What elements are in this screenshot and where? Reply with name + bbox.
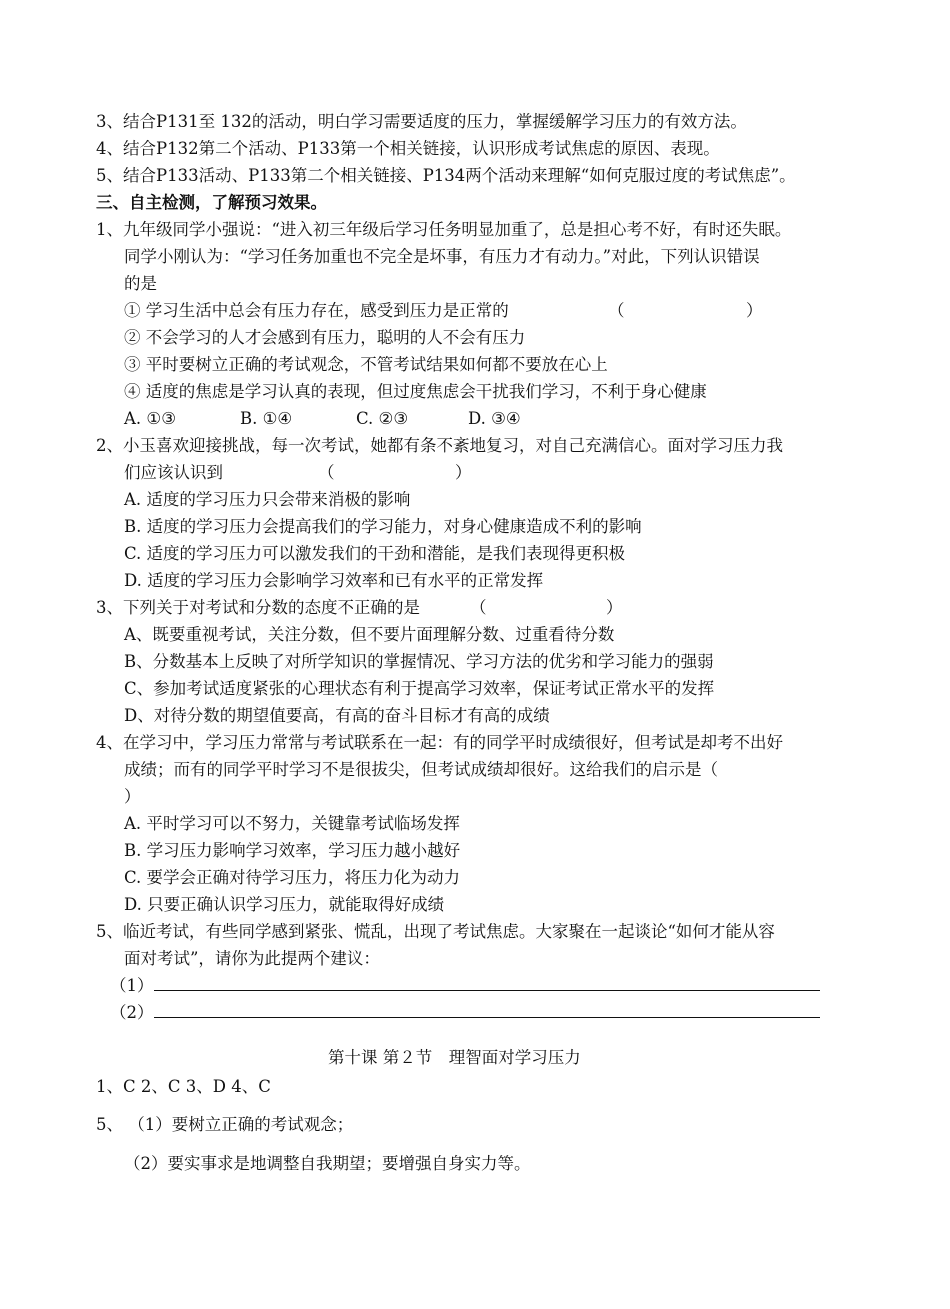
section-heading: 三、自主检测，了解预习效果。 (96, 193, 327, 212)
q4-option-c: C. 要学会正确对待学习压力，将压力化为动力 (124, 868, 461, 887)
q2-stem-line-2: 们应该认识到 (124, 463, 223, 482)
q5-blank-2[interactable] (110, 1003, 820, 1023)
q5-blank-1[interactable] (110, 976, 820, 996)
q1-statement-4: ④ 适度的焦虑是学习认真的表现，但过度焦虑会干扰我们学习，不利于身心健康 (124, 382, 707, 401)
q3-option-a: A、既要重视考试，关注分数，但不要片面理解分数、过重看待分数 (124, 625, 615, 644)
q1-stem-line-1: 1、九年级同学小强说：“进入初三年级后学习任务明显加重了，总是担心考不好，有时还失眠。 (96, 220, 792, 239)
intro-item-5: 5、结合P133活动、P133第二个相关链接、P134两个活动来理解“如何克服过度的考试焦虑”。 (96, 166, 796, 185)
answer-title: 第十课 第２节 理智面对学习压力 (328, 1048, 581, 1067)
q2-option-c: C. 适度的学习压力可以激发我们的干劲和潜能，是我们表现得更积极 (124, 544, 626, 563)
q2-option-b: B. 适度的学习压力会提高我们的学习能力，对身心健康造成不利的影响 (124, 517, 642, 536)
q5-blank-1-label: （1） (110, 976, 154, 995)
q4-option-a: A. 平时学习可以不努力，关键靠考试临场发挥 (124, 814, 460, 833)
q1-option-d: D. ③④ (468, 409, 521, 428)
q1-option-a: A. ①③ (124, 409, 176, 428)
q5-blank-2-label: （2） (110, 1003, 154, 1022)
q1-answer-paren-close: ） (746, 301, 763, 320)
q4-option-b: B. 学习压力影响学习效率，学习压力越小越好 (124, 841, 461, 860)
q4-stem-line-3: ） (124, 787, 141, 806)
q2-answer-paren-open: （ (318, 463, 335, 482)
q1-statement-3: ③ 平时要树立正确的考试观念，不管考试结果如何都不要放在心上 (124, 355, 608, 374)
q1-option-c: C. ②③ (356, 409, 409, 428)
q3-option-d: D、对待分数的期望值要高，有高的奋斗目标才有高的成绩 (124, 706, 550, 725)
q3-option-b: B、分数基本上反映了对所学知识的掌握情况、学习方法的优劣和学习能力的强弱 (124, 652, 714, 671)
intro-item-4: 4、结合P132第二个活动、P133第一个相关链接，认识形成考试焦虑的原因、表现。 (96, 139, 720, 158)
q1-option-b: B. ①④ (240, 409, 293, 428)
answer-line-2: 5、 （1）要树立正确的考试观念； (96, 1115, 354, 1134)
q5-stem-line-1: 5、临近考试，有些同学感到紧张、慌乱，出现了考试焦虑。大家聚在一起谈论“如何才能从容 (96, 922, 775, 941)
answer-line-1: 1、C 2、C 3、D 4、C (96, 1077, 271, 1096)
q4-stem-line-2: 成绩；而有的同学平时学习不是很拔尖，但考试成绩却很好。这给我们的启示是（ (124, 760, 718, 779)
q3-stem: 3、下列关于对考试和分数的态度不正确的是 (96, 598, 420, 617)
intro-item-3: 3、结合P131至 132的活动，明白学习需要适度的压力，掌握缓解学习压力的有效方法。 (96, 112, 747, 131)
q5-stem-line-2: 面对考试”，请你为此提两个建议： (124, 949, 380, 968)
q1-statement-2: ② 不会学习的人才会感到有压力，聪明的人不会有压力 (124, 328, 526, 347)
q1-answer-paren-open: （ (608, 301, 625, 320)
q5-blank-1-line[interactable] (154, 976, 820, 991)
q2-answer-paren-close: ） (455, 463, 472, 482)
q3-option-c: C、参加考试适度紧张的心理状态有利于提高学习效率，保证考试正常水平的发挥 (124, 679, 715, 698)
q4-option-d: D. 只要正确认识学习压力，就能取得好成绩 (124, 895, 445, 914)
q2-option-a: A. 适度的学习压力只会带来消极的影响 (124, 490, 411, 509)
q1-statement-1: ① 学习生活中总会有压力存在，感受到压力是正常的 (124, 301, 509, 320)
q1-stem-line-2: 同学小刚认为：“学习任务加重也不完全是坏事，有压力才有动力。”对此，下列认识错误 (124, 247, 760, 266)
q2-stem-line-1: 2、小玉喜欢迎接挑战，每一次考试，她都有条不紊地复习，对自己充满信心。面对学习压力我 (96, 436, 783, 455)
q4-stem-line-1: 4、在学习中，学习压力常常与考试联系在一起：有的同学平时成绩很好，但考试是却考不出好 (96, 733, 783, 752)
q1-stem-line-3: 的是 (124, 274, 157, 293)
q3-answer-paren-close: ） (606, 598, 623, 617)
q3-answer-paren-open: （ (470, 598, 487, 617)
q5-blank-2-line[interactable] (154, 1003, 820, 1018)
q2-option-d: D. 适度的学习压力会影响学习效率和已有水平的正常发挥 (124, 571, 544, 590)
answer-line-3: （2）要实事求是地调整自我期望；要增强自身实力等。 (124, 1154, 531, 1173)
